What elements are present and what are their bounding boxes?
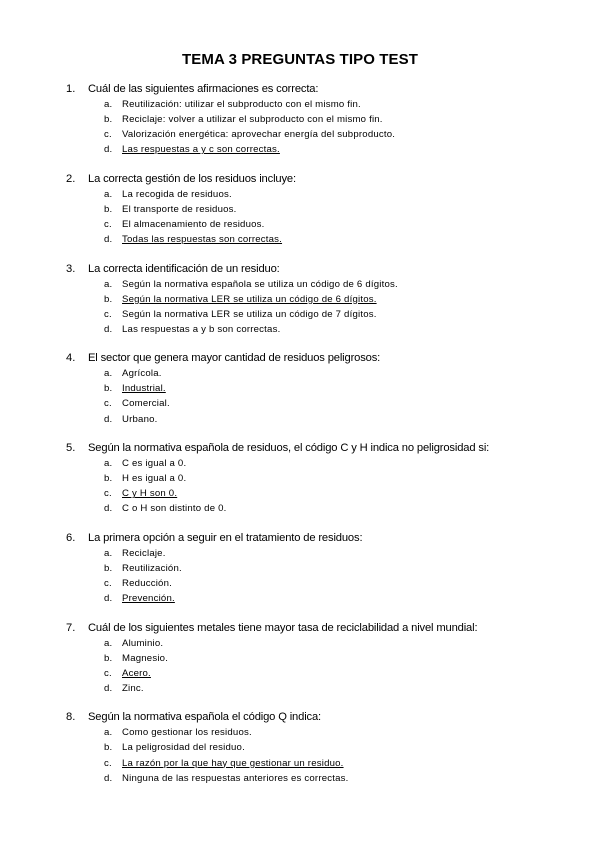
- question-text: La correcta identificación de un residuo:: [88, 262, 280, 275]
- option-letter: b.: [104, 203, 113, 215]
- option-text-correct: La razón por la que hay que gestionar un residuo.: [122, 757, 344, 769]
- question-number: 8.: [66, 711, 76, 724]
- option-letter: a.: [104, 99, 113, 110]
- question-header: [66, 82, 586, 97]
- option-text: Según la normativa LER se utiliza un código de 7 dígitos.: [122, 308, 377, 320]
- option-text: Valorización energética: aprovechar energía del subproducto.: [122, 129, 396, 141]
- question-text: Cuál de las siguientes afirmaciones es correcta:: [88, 83, 319, 95]
- option-text: Según la normativa española se utiliza un código de 6 dígitos.: [122, 278, 398, 290]
- option-letter: d.: [104, 503, 113, 515]
- option-text: Agrícola.: [122, 368, 162, 380]
- question-text: El sector que genera mayor cantidad de residuos peligrosos:: [88, 352, 381, 365]
- option-text: Las respuestas a y b son correctas.: [122, 323, 281, 335]
- option-text-correct: Prevención.: [122, 593, 175, 605]
- answer-option: [66, 471, 586, 486]
- option-letter: d.: [104, 323, 113, 335]
- option-letter: d.: [104, 593, 113, 605]
- option-text-correct: C y H son 0.: [122, 488, 178, 500]
- option-text: Reducción.: [122, 578, 172, 590]
- question-header: [66, 531, 586, 546]
- option-letter: d.: [104, 413, 113, 425]
- option-list: [66, 546, 586, 606]
- option-letter: c.: [104, 667, 112, 679]
- option-text: Urbano.: [122, 413, 158, 425]
- question-header: [66, 351, 586, 366]
- option-list: [66, 187, 586, 247]
- option-text-correct: Todas las respuestas son correctas.: [122, 234, 283, 246]
- answer-option: [66, 142, 586, 157]
- answer-option: [66, 740, 586, 755]
- option-text: Zinc.: [122, 682, 144, 694]
- answer-option: [66, 202, 586, 217]
- answer-option: [66, 725, 586, 740]
- question-header: [66, 710, 586, 725]
- option-letter: a.: [104, 727, 113, 739]
- option-text: Reutilización: utilizar el subproducto con el mismo fin.: [122, 99, 361, 110]
- answer-option: [66, 277, 586, 292]
- answer-option: [66, 486, 586, 501]
- option-letter: b.: [104, 293, 113, 305]
- answer-option: [66, 501, 586, 516]
- option-text: Como gestionar los residuos.: [122, 727, 252, 739]
- answer-option: [66, 322, 586, 337]
- option-text: La recogida de residuos.: [122, 188, 232, 200]
- option-text: Reciclaje.: [122, 547, 166, 559]
- option-letter: a.: [104, 278, 113, 290]
- option-text-correct: Las respuestas a y c son correctas.: [122, 144, 280, 156]
- answer-option: [66, 187, 586, 202]
- option-text: El transporte de residuos.: [122, 203, 237, 215]
- option-letter: c.: [104, 129, 112, 141]
- question-number: 7.: [66, 621, 76, 634]
- question-number: 3.: [66, 262, 76, 275]
- answer-option: [66, 681, 586, 696]
- question-number: 5.: [66, 442, 76, 455]
- option-list: [66, 725, 586, 785]
- option-letter: d.: [104, 234, 113, 246]
- option-text: C o H son distinto de 0.: [122, 503, 227, 515]
- option-letter: a.: [104, 547, 113, 559]
- option-letter: c.: [104, 398, 112, 410]
- answer-option: [66, 636, 586, 651]
- question-item: [66, 82, 586, 157]
- answer-option: [66, 396, 586, 411]
- answer-option: [66, 771, 586, 786]
- question-item: [66, 351, 586, 426]
- option-letter: c.: [104, 308, 112, 320]
- answer-option: [66, 576, 586, 591]
- option-letter: b.: [104, 652, 113, 664]
- option-text: El almacenamiento de residuos.: [122, 218, 265, 230]
- answer-option: [66, 127, 586, 142]
- option-text: H es igual a 0.: [122, 473, 187, 485]
- option-letter: b.: [104, 383, 113, 395]
- question-item: [66, 710, 586, 785]
- question-item: [66, 262, 586, 337]
- option-text: Comercial.: [122, 398, 170, 410]
- question-number: 4.: [66, 352, 76, 365]
- option-letter: c.: [104, 488, 112, 500]
- question-list: [66, 82, 586, 800]
- option-letter: c.: [104, 757, 112, 769]
- question-number: 2.: [66, 172, 76, 185]
- option-text-correct: Según la normativa LER se utiliza un código de 6 dígitos.: [122, 293, 377, 305]
- question-item: [66, 531, 586, 606]
- question-text: La correcta gestión de los residuos incluye:: [88, 172, 296, 185]
- question-number: 1.: [66, 83, 76, 95]
- option-text-correct: Industrial.: [122, 383, 166, 395]
- answer-option: [66, 217, 586, 232]
- option-text: Ninguna de las respuestas anteriores es correctas.: [122, 772, 349, 784]
- question-text: Según la normativa española de residuos, el código C y H indica no peligrosidad si:: [88, 442, 490, 455]
- option-letter: b.: [104, 114, 113, 126]
- answer-option: [66, 591, 586, 606]
- answer-option: [66, 366, 586, 381]
- option-letter: c.: [104, 578, 112, 590]
- question-item: [66, 621, 586, 696]
- option-list: [66, 456, 586, 516]
- option-text: C es igual a 0.: [122, 458, 187, 470]
- option-letter: d.: [104, 772, 113, 784]
- option-list: [66, 97, 586, 157]
- option-letter: a.: [104, 458, 113, 470]
- option-letter: a.: [104, 637, 113, 649]
- option-list: [66, 277, 586, 337]
- option-text: Magnesio.: [122, 652, 169, 664]
- option-letter: a.: [104, 188, 113, 200]
- option-list: [66, 636, 586, 696]
- answer-option: [66, 232, 586, 247]
- question-text: Cuál de los siguientes metales tiene mayor tasa de reciclabilidad a nivel mundial:: [88, 621, 478, 634]
- answer-option: [66, 756, 586, 771]
- option-text-correct: Acero.: [122, 667, 151, 679]
- option-text: Reciclaje: volver a utilizar el subproducto con el mismo fin.: [122, 114, 383, 126]
- question-text: La primera opción a seguir en el tratamiento de residuos:: [88, 531, 363, 544]
- page-title: TEMA 3 PREGUNTAS TIPO TEST: [182, 51, 418, 68]
- question-header: [66, 621, 586, 636]
- answer-option: [66, 651, 586, 666]
- answer-option: [66, 412, 586, 427]
- question-header: [66, 441, 586, 456]
- question-header: [66, 262, 586, 277]
- answer-option: [66, 307, 586, 322]
- answer-option: [66, 561, 586, 576]
- question-header: [66, 172, 586, 187]
- option-text: Aluminio.: [122, 637, 164, 649]
- answer-option: [66, 112, 586, 127]
- answer-option: [66, 292, 586, 307]
- answer-option: [66, 546, 586, 561]
- option-letter: b.: [104, 562, 113, 574]
- option-letter: c.: [104, 218, 112, 230]
- option-list: [66, 366, 586, 426]
- option-text: La peligrosidad del residuo.: [122, 742, 245, 754]
- question-item: [66, 441, 586, 516]
- option-text: Reutilización.: [122, 562, 182, 574]
- answer-option: [66, 381, 586, 396]
- question-number: 6.: [66, 531, 76, 544]
- option-letter: b.: [104, 473, 113, 485]
- question-item: [66, 172, 586, 247]
- answer-option: [66, 97, 586, 112]
- answer-option: [66, 666, 586, 681]
- answer-option: [66, 456, 586, 471]
- option-letter: d.: [104, 144, 113, 156]
- option-letter: b.: [104, 742, 113, 754]
- question-text: Según la normativa española el código Q indica:: [88, 711, 322, 724]
- option-letter: a.: [104, 368, 113, 380]
- option-letter: d.: [104, 682, 113, 694]
